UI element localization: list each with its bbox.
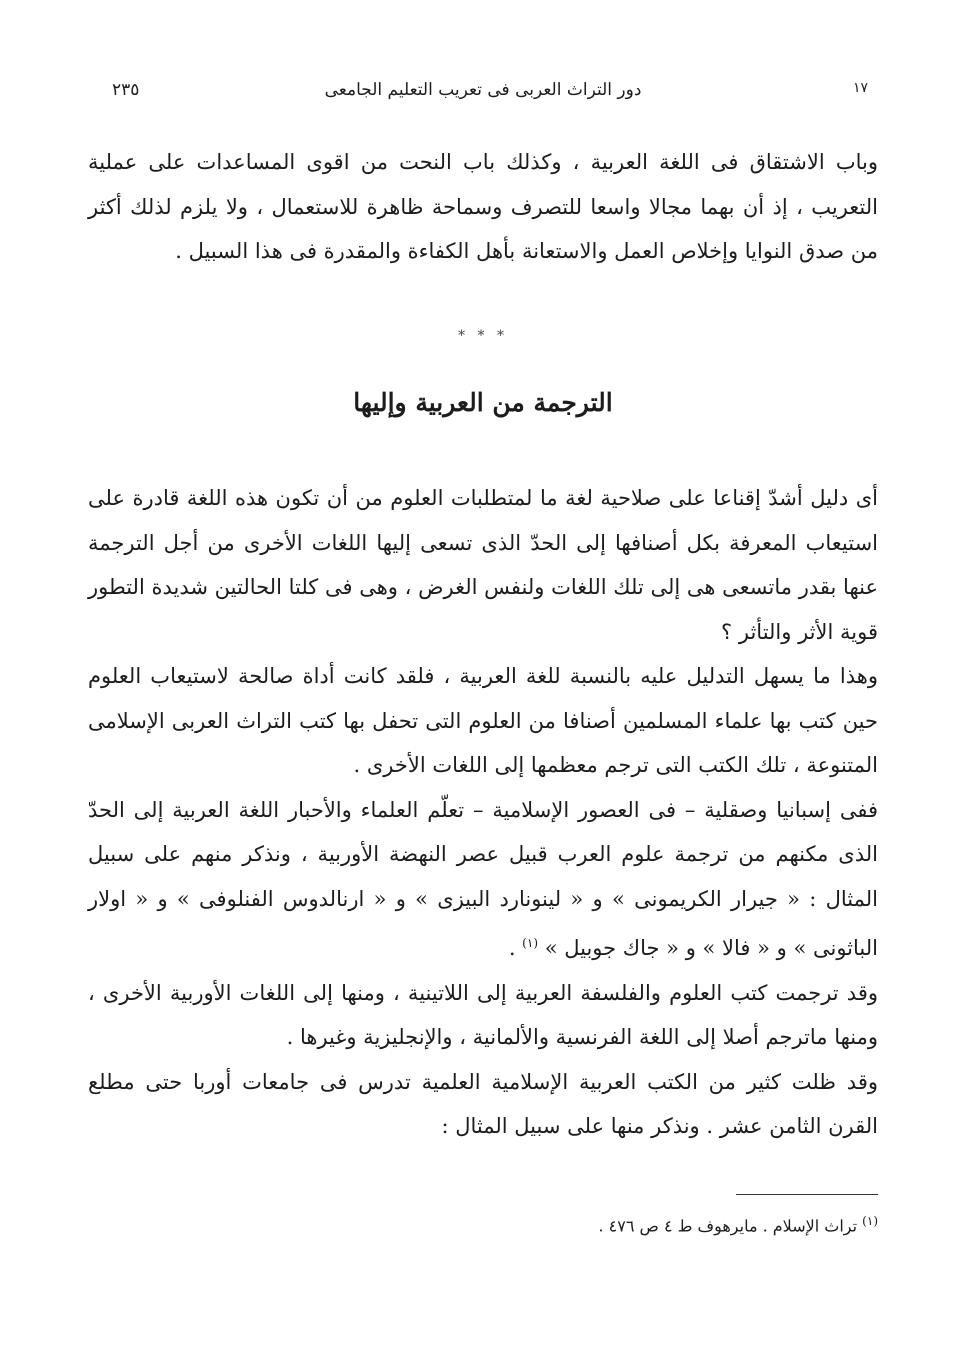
intro-block xyxy=(88,140,878,274)
footnote-text: تراث الإسلام . مايرهوف ط ٤ ص ٤٧٦ . xyxy=(598,1216,858,1236)
section-title: الترجمة من العربية وإليها xyxy=(353,388,613,417)
main-text-block xyxy=(88,476,878,1149)
footnote xyxy=(88,1208,878,1239)
paragraph-3-end: . xyxy=(508,936,523,960)
paragraph-3-text: ففى إسبانيا وصقلية – فى العصور الإسلامية – تعلّم العلماء والأحبار اللغة العربية إلى الحدّ الذى مكنهم من ترجمة علوم العرب قبيل عصر النهضة الأوربية ، ونذكر منهم على سبيل المثال : « جيرار الكريمونى » و « لينونارد البيزى » و « ارنالدوس الفنلوفى » و « اولار الباثونى » و « فالا » و « جاك جوبيل » xyxy=(88,797,878,960)
footnote-divider xyxy=(736,1194,878,1195)
footnote-reference: (١) xyxy=(522,936,538,950)
paragraph-1: أى دليل أشدّ إقناعا على صلاحية لغة ما لمتطلبات العلوم من أن تكون هذه اللغة قادرة على استيعاب المعرفة بكل أصنافها إلى الحدّ الذى تسعى إليها اللغات الأخرى من أجل الترجمة عنها بقدر ماتسعى هى إلى تلك اللغات ولنفس الغرض ، وهى فى كلتا الحالتين شديدة التطور قوية الأثر والتأثر ؟ xyxy=(88,486,878,644)
page-header xyxy=(88,80,878,110)
footnote-marker: (١) xyxy=(862,1214,878,1228)
intro-paragraph: وباب الاشتقاق فى اللغة العربية ، وكذلك باب النحت من اقوى المساعدات على عملية التعريب ، إذ أن بهما مجالا واسعا للتصرف وسماحة ظاهرة للاستعمال ، ولا يلزم لذلك أكثر من صدق النوايا وإخلاص العمل والاستعانة بأهل الكفاءة والمقدرة فى هذا السبيل . xyxy=(88,150,878,263)
running-title: دور التراث العربى فى تعريب التعليم الجامعى xyxy=(324,80,642,100)
paragraph-2: وهذا ما يسهل التدليل عليه بالنسبة للغة العربية ، فلقد كانت أداة صالحة لاستيعاب العلوم حين كتب بها علماء المسلمين أصنافا من العلوم التى تحفل بها كتب التراث العربى الإسلامى المتنوعة ، تلك الكتب التى ترجم معظمها إلى اللغات الأخرى . xyxy=(88,664,878,777)
paragraph-5: وقد ظلت كثير من الكتب العربية الإسلامية العلمية تدرس فى جامعات أوربا حتى مطلع القرن الثامن عشر . ونذكر منها على سبيل المثال : xyxy=(88,1069,878,1138)
signature-mark: ١٧ xyxy=(852,80,868,96)
page-number: ٢٣٥ xyxy=(112,80,140,100)
paragraph-4: وقد ترجمت كتب العلوم والفلسفة العربية إلى اللاتينية ، ومنها إلى اللغات الأوربية الأخرى ، ومنها ماترجم أصلا إلى اللغة الفرنسية والألمانية ، والإنجليزية وغيرها . xyxy=(88,980,878,1049)
section-separator: * * * xyxy=(458,328,508,344)
paragraph-3 xyxy=(88,788,878,971)
